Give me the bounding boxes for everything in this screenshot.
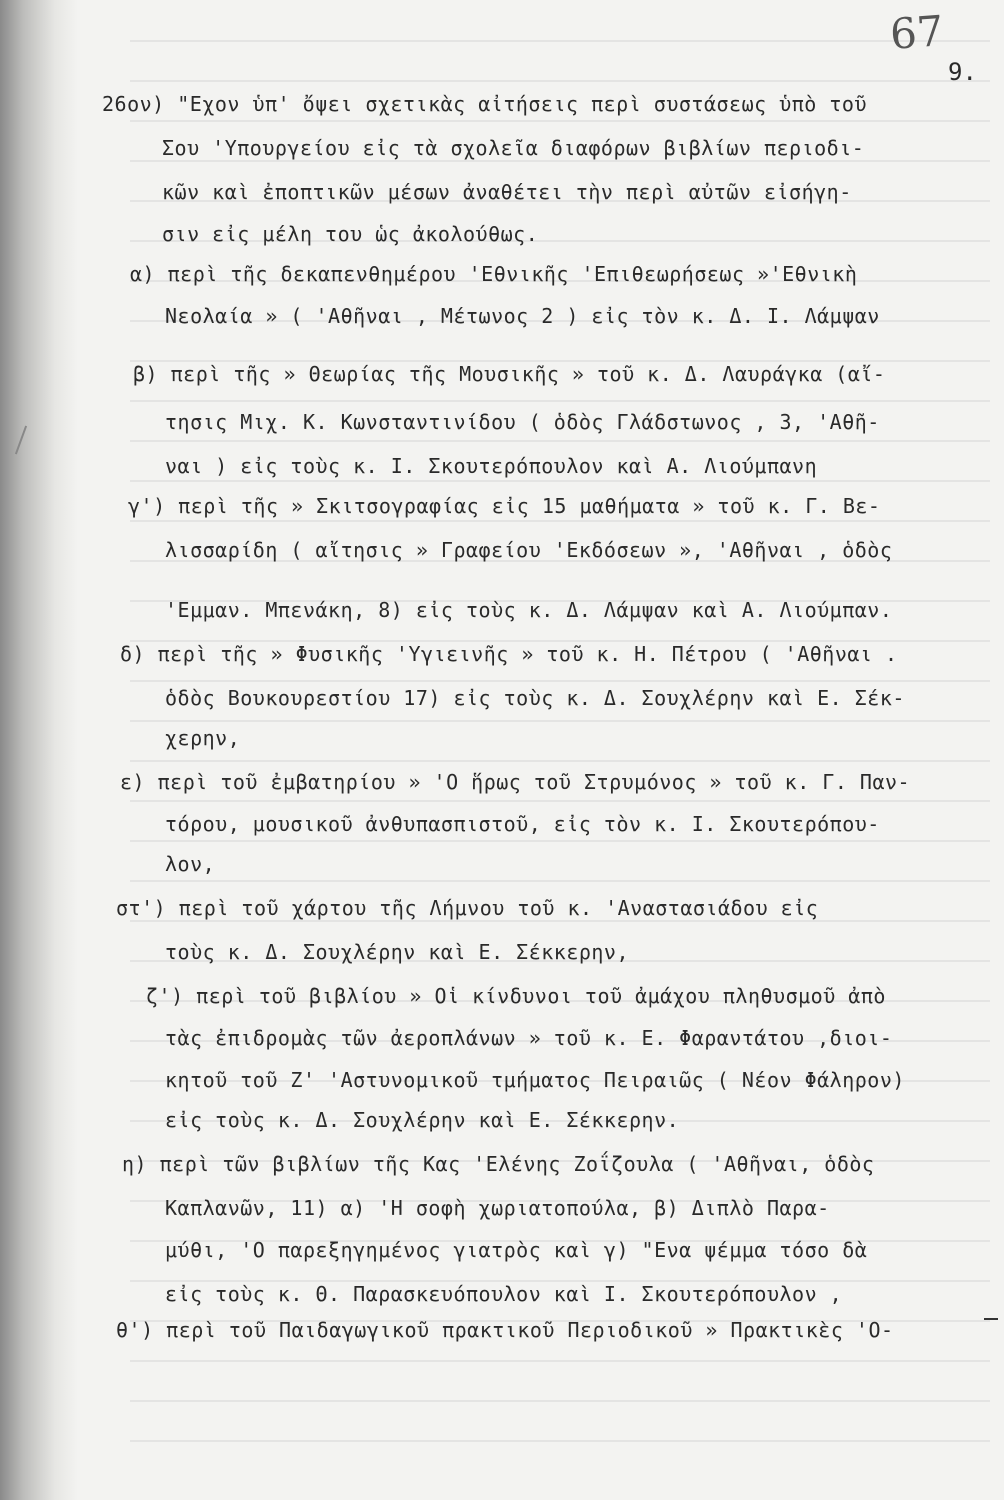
- text-line: β) περὶ τῆς » Θεωρίας τῆς Μουσικῆς » τοῦ κ. Δ. Λαυράγκα (αἴ-: [133, 362, 886, 386]
- text-line: τοὺς κ. Δ. Σουχλέρην καὶ Ε. Σέκκερην,: [165, 940, 630, 964]
- text-line: λισσαρίδη ( αἴτησις » Γραφείου 'Εκδόσεων », 'Αθῆναι , ὁδὸς: [165, 538, 893, 562]
- text-line: ναι ) εἰς τοὺς κ. Ι. Σκουτερόπουλον καὶ Α. Λιούμπανη: [165, 454, 818, 478]
- text-line: Σου 'Υπουργείου εἰς τὰ σχολεῖα διαφόρων βιβλίων περιοδι-: [162, 136, 865, 160]
- text-line: Νεολαία » ( 'Αθῆναι , Μέτωνος 2 ) εἰς τὸν κ. Δ. Ι. Λάμψαν: [165, 304, 880, 328]
- text-line: ὁδὸς Βουκουρεστίου 17) εἰς τοὺς κ. Δ. Σουχλέρην καὶ Ε. Σέκ-: [165, 686, 905, 710]
- text-line: εἰς τοὺς κ. Δ. Σουχλέρην καὶ Ε. Σέκκερην.: [165, 1108, 680, 1132]
- text-line: α) περὶ τῆς δεκαπενθημέρου 'Εθνικῆς 'Επιθεωρήσεως »'Εθνικὴ: [130, 262, 858, 286]
- text-line: λον,: [165, 852, 216, 876]
- handwritten-folio-number: 67: [888, 6, 946, 59]
- text-line: θ') περὶ τοῦ Παιδαγωγικοῦ πρακτικοῦ Περιοδικοῦ » Πρακτικὲς 'Ο-: [116, 1318, 894, 1342]
- continuation-dash: [984, 1318, 998, 1320]
- text-line: τόρου, μουσικοῦ ἀνθυπασπιστοῦ, εἰς τὸν κ. Ι. Σκουτερόπου-: [165, 812, 880, 836]
- page-number: 9.: [948, 58, 977, 86]
- text-line: σιν εἰς μέλη του ὡς ἀκολούθως.: [162, 222, 539, 246]
- text-line: δ) περὶ τῆς » Φυσικῆς 'Υγιεινῆς » τοῦ κ. Η. Πέτρου ( 'Αθῆναι .: [120, 642, 898, 666]
- text-line: κῶν καὶ ἐποπτικῶν μέσων ἀναθέτει τὴν περὶ αὐτῶν εἰσήγη-: [162, 180, 852, 204]
- text-line: κητοῦ τοῦ Ζ' 'Αστυνομικοῦ τμήματος Πειραιῶς ( Νέον Φάληρον): [165, 1068, 905, 1092]
- text-line: εἰς τοὺς κ. Θ. Παρασκευόπουλον καὶ Ι. Σκουτερόπουλον ,: [165, 1282, 843, 1306]
- text-line: 'Εμμαν. Μπενάκη, 8) εἰς τοὺς κ. Δ. Λάμψαν καὶ Α. Λιούμπαν.: [165, 598, 893, 622]
- text-line: χερην,: [165, 726, 241, 750]
- text-line: τὰς ἐπιδρομὰς τῶν ἀεροπλάνων » τοῦ κ. Ε. Φαραντάτου ,διοι-: [165, 1026, 893, 1050]
- text-line: η) περὶ τῶν βιβλίων τῆς Κας 'Ελένης Ζοΐζουλα ( 'Αθῆναι, ὁδὸς: [122, 1152, 875, 1176]
- text-line: μύθι, 'Ο παρεξηγημένος γιατρὸς καὶ γ) "Ενα ψέμμα τόσο δὰ: [165, 1238, 868, 1262]
- text-line: ζ') περὶ τοῦ βιβλίου » Οἱ κίνδυνοι τοῦ ἀμάχου πληθυσμοῦ ἀπὸ: [146, 984, 886, 1008]
- text-line: γ') περὶ τῆς » Σκιτσογραφίας εἰς 15 μαθήματα » τοῦ κ. Γ. Βε-: [128, 494, 881, 518]
- binding-shadow: [0, 0, 78, 1500]
- text-line: στ') περὶ τοῦ χάρτου τῆς Λήμνου τοῦ κ. 'Αναστασιάδου εἰς: [116, 896, 819, 920]
- text-line: 26ον) "Εχον ὑπ' ὄψει σχετικὰς αἰτήσεις περὶ συστάσεως ὑπὸ τοῦ: [102, 92, 868, 116]
- text-line: ε) περὶ τοῦ ἐμβατηρίου » 'Ο ἥρως τοῦ Στρυμόνος » τοῦ κ. Γ. Παν-: [120, 770, 911, 794]
- text-line: Καπλανῶν, 11) α) 'Η σοφὴ χωριατοπούλα, β) Διπλὸ Παρα-: [165, 1196, 830, 1220]
- text-line: τησις Μιχ. Κ. Κωνσταντινίδου ( ὁδὸς Γλάδστωνος , 3, 'Αθῆ-: [165, 410, 880, 434]
